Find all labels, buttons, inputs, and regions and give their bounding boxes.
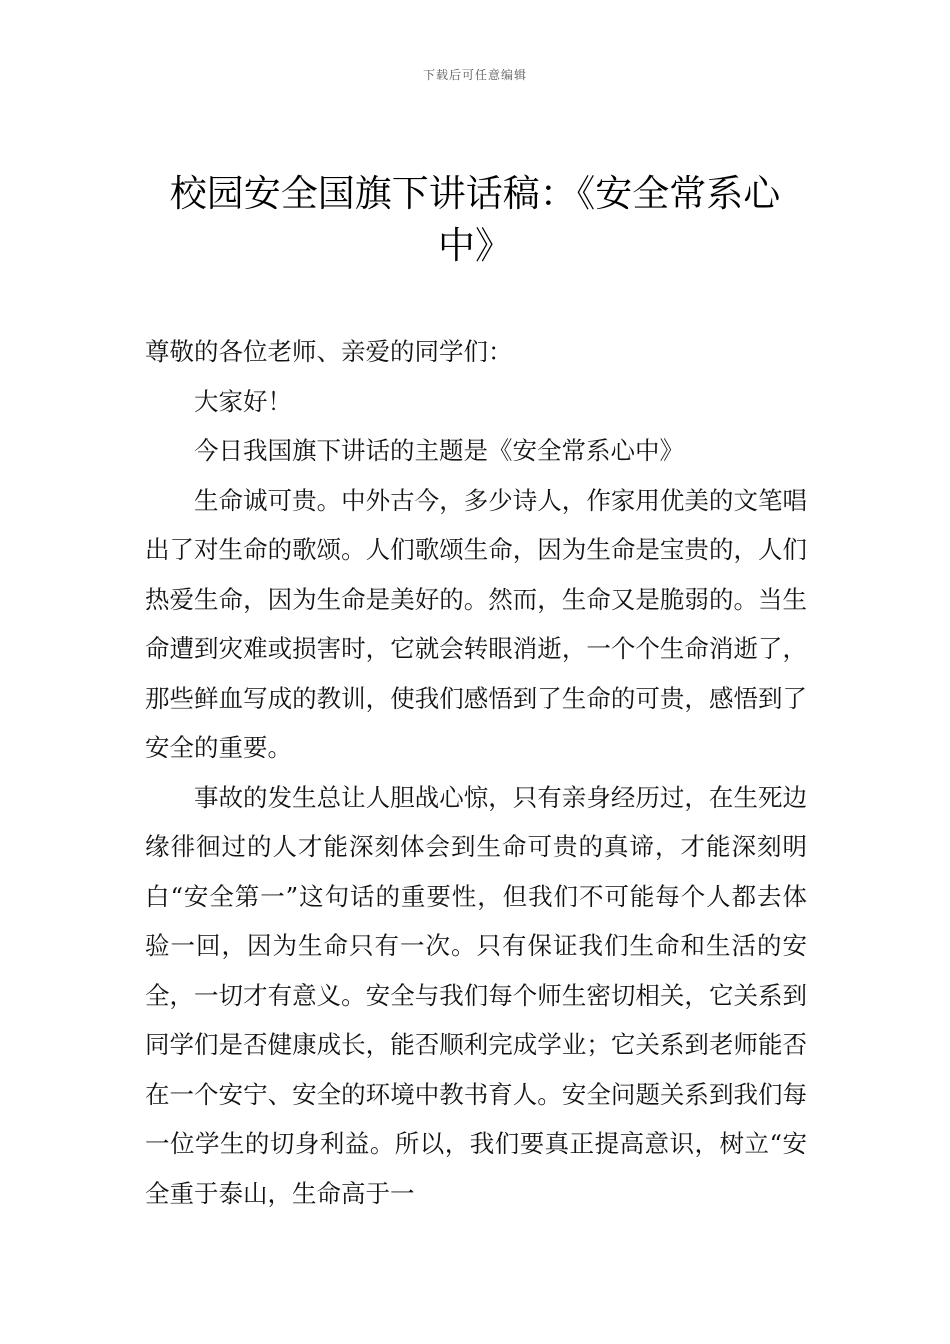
document-title: 校园安全国旗下讲话稿：《安全常系心中》 [169,172,781,267]
paragraph-topic: 今日我国旗下讲话的主题是《安全常系心中》 [194,436,684,465]
paragraph-life: 生命诚可贵。中外古今，多少诗人，作家用优美的文笔唱出了对生命的歌颂。人们歌颂生命，因为生命是宝贵的，人们热爱生命，因为生命是美好的。然而，生命又是脆弱的。当生命遭到灾难或损害时，它就会转眼消逝，一个个生命消逝了，那些鲜血写成的教训，使我们感悟到了生命的可贵，感悟到了安全的重要。 [145,485,807,762]
paragraph-accidents: 事故的发生总让人胆战心惊，只有亲身经历过，在生死边缘徘徊过的人才能深刻体会到生命可贵的真谛，才能深刻明白“安全第一”这句话的重要性，但我们不可能每个人都去体验一回，因为生命只有一次。只有保证我们生命和生活的安全，一切才有意义。安全与我们每个师生密切相关，它关系到同学们是否健康成长，能否顺利完成学业；它关系到老师能否在一个安宁、安全的环境中教书育人。安全问题关系到我们每一位学生的切身利益。所以，我们要真正提高意识，树立“安全重于泰山，生命高于一 [145,782,807,1208]
salutation: 尊敬的各位老师、亲爱的同学们： [145,337,513,366]
header-note: 下载后可任意编辑 [422,68,527,82]
document-body [145,327,807,1218]
greeting: 大家好！ [194,386,292,416]
